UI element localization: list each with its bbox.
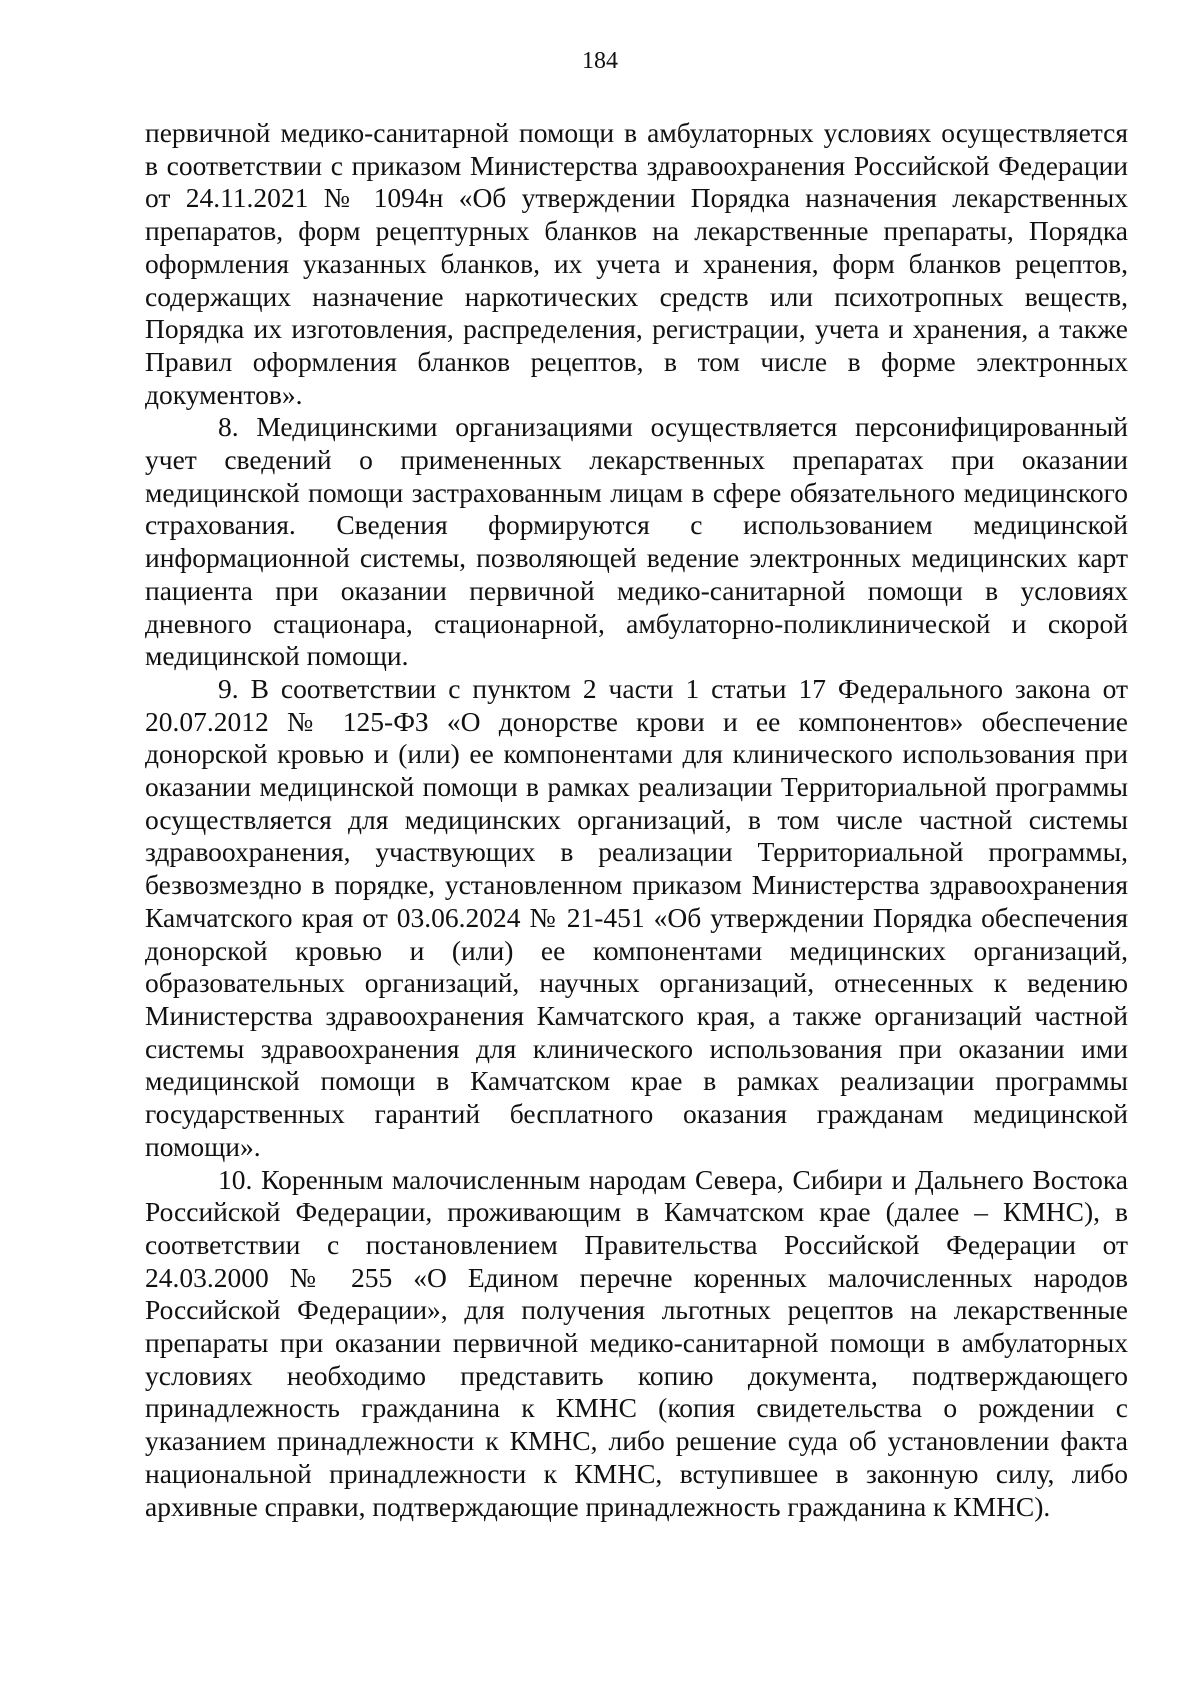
page-number: 184	[582, 48, 618, 74]
document-body	[145, 117, 1128, 1523]
paragraph-continuation: первичной медико-санитарной помощи в амбулаторных условиях осуществляется в соответствии с приказом Министерства здравоохранения Российской Федерации от 24.11.2021 № 1094н «Об утверждении Порядка назначения лекарственных препаратов, форм рецептурных бланков на лекарственные препараты, Порядка оформления указанных бланков, их учета и хранения, форм бланков рецептов, содержащих назначение наркотических средств или психотропных веществ, Порядка их изготовления, распределения, регистрации, учета и хранения, а также Правил оформления бланков рецептов, в том числе в форме электронных документов».	[145, 117, 1128, 410]
paragraph-item-10: 10. Коренным малочисленным народам Севера, Сибири и Дальнего Востока Российской Федерации, проживающим в Камчатском крае (далее – КМНС), в соответствии с постановлением Правительства Российской Федерации от 24.03.2000 № 255 «О Едином перечне коренных малочисленных народов Российской Федерации», для получения льготных рецептов на лекарственные препараты при оказании первичной медико-санитарной помощи в амбулаторных условиях необходимо представить копию документа, подтверждающего принадлежность гражданина к КМНС (копия свидетельства о рождении с указанием принадлежности к КМНС, либо решение суда об установлении факта национальной принадлежности к КМНС, вступившее в законную силу, либо архивные справки, подтверждающие принадлежность гражданина к КМНС).	[145, 1163, 1128, 1522]
paragraph-item-9: 9. В соответствии с пунктом 2 части 1 статьи 17 Федерального закона от 20.07.2012 № 125-ФЗ «О донорстве крови и ее компонентов» обеспечение донорской кровью и (или) ее компонентами для клинического использования при оказании медицинской помощи в рамках реализации Территориальной программы осуществляется для медицинских организаций, в том числе частной системы здравоохранения, участвующих в реализации Территориальной программы, безвозмездно в порядке, установленном приказом Министерства здравоохранения Камчатского края от 03.06.2024 № 21-451 «Об утверждении Порядка обеспечения донорской кровью и (или) ее компонентами медицинских организаций, образовательных организаций, научных организаций, отнесенных к ведению Министерства здравоохранения Камчатского края, а также организаций частной системы здравоохранения для клинического использования при оказании ими медицинской помощи в Камчатском крае в рамках реализации программы государственных гарантий бесплатного оказания гражданам медицинской помощи».	[145, 672, 1128, 1162]
paragraph-item-8: 8. Медицинскими организациями осуществляется персонифицированный учет сведений о примененных лекарственных препаратах при оказании медицинской помощи застрахованным лицам в сфере обязательного медицинского страхования. Сведения формируются с использованием медицинской информационной системы, позволяющей ведение электронных медицинских карт пациента при оказании первичной медико-санитарной помощи в условиях дневного стационара, стационарной, амбулаторно-поликлинической и скорой медицинской помощи.	[145, 411, 1128, 672]
